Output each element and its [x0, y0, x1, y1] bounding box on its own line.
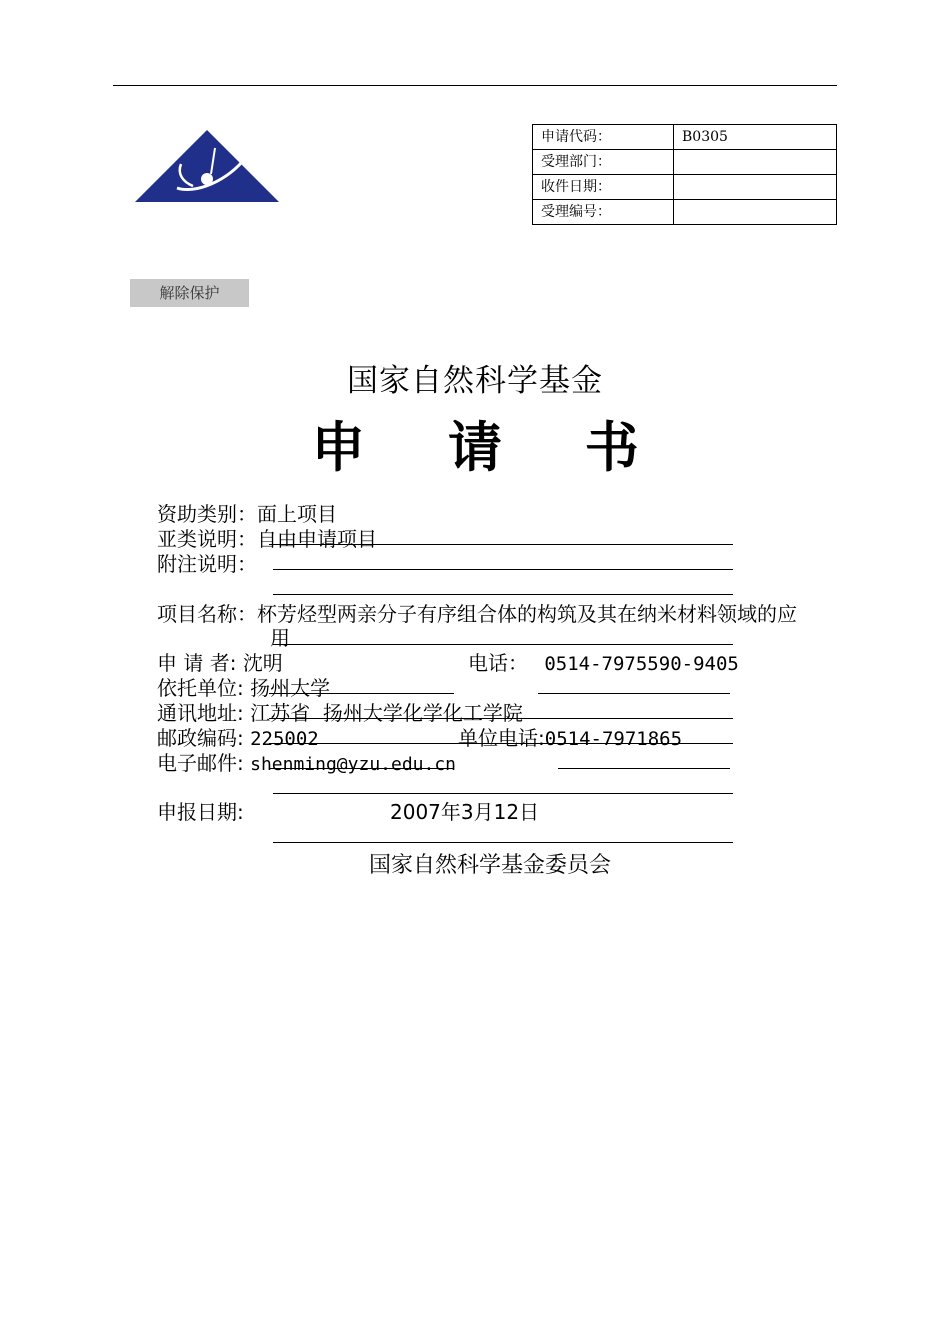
- note-underline-1: [273, 569, 733, 570]
- email-underline-2: [558, 768, 730, 769]
- table-cell-label: 受理编号：: [533, 200, 674, 225]
- postcode-label: 邮政编码:: [157, 726, 244, 750]
- applicant-label: 申 请 者:: [157, 651, 237, 675]
- unprotect-button[interactable]: 解除保护: [130, 279, 249, 307]
- table-cell-value: [674, 200, 837, 225]
- table-cell-label: 受理部门：: [533, 150, 674, 175]
- institution-row: [157, 676, 330, 700]
- email-row: [157, 751, 456, 777]
- nsfc-logo-icon: [135, 130, 279, 204]
- project-name-value-2: 用: [270, 626, 290, 650]
- table-row: [533, 150, 837, 175]
- date-underline: [273, 842, 733, 843]
- date-value-row: [390, 800, 539, 824]
- project-name-row: [157, 602, 797, 626]
- funding-type-value: 面上项目: [257, 502, 337, 526]
- email-value: shenming@yzu.edu.cn: [250, 754, 457, 775]
- date-value: 2007年3月12日: [390, 800, 540, 824]
- page-title: 国家自然科学基金: [347, 363, 603, 399]
- project-underline: [273, 644, 733, 645]
- unit-phone-label: 单位电话:: [458, 726, 545, 750]
- applicant-value: 沈明: [242, 651, 283, 675]
- table-cell-value: B0305: [674, 125, 837, 150]
- institution-underline: [269, 693, 454, 694]
- project-name-row-2: [270, 626, 290, 650]
- table-cell-value: [674, 150, 837, 175]
- table-cell-value: [674, 175, 837, 200]
- subtype-label: 亚类说明：: [157, 527, 257, 551]
- address-underline: [269, 718, 733, 719]
- phone-value: 0514-7975590-9405: [544, 653, 739, 675]
- note-label: 附注说明：: [157, 552, 257, 576]
- blank-underline: [273, 793, 733, 794]
- department-underline: [538, 693, 730, 694]
- applicant-row: [157, 651, 283, 675]
- phone-row: [468, 651, 739, 676]
- top-rule: [113, 85, 837, 86]
- funding-type-label: 资助类别：: [157, 502, 257, 526]
- table-row: [533, 200, 837, 225]
- note-row: [157, 552, 257, 576]
- page-subtitle: 申 请 书: [311, 416, 671, 479]
- subtype-value: 自由申请项目: [257, 527, 377, 551]
- table-cell-label: 收件日期：: [533, 175, 674, 200]
- table-cell-label: 申请代码：: [533, 125, 674, 150]
- project-name-value: 杯芳烃型两亲分子有序组合体的构筑及其在纳米材料领域的应: [257, 602, 797, 626]
- subtype-row: [157, 527, 377, 551]
- unit-phone-row: [458, 726, 682, 751]
- note-underline-2: [273, 594, 733, 595]
- footer-organization: 国家自然科学基金委员会: [368, 853, 611, 878]
- funding-type-row: [157, 502, 337, 526]
- header-info-table: [532, 124, 837, 225]
- address-value: 江苏省 扬州大学化学化工学院: [250, 701, 523, 725]
- date-label: 申报日期:: [157, 800, 244, 824]
- unit-phone-value: 0514-7971865: [544, 728, 683, 750]
- postcode-row: [157, 726, 319, 751]
- address-label: 通讯地址:: [157, 701, 244, 725]
- email-underline: [269, 768, 454, 769]
- institution-value: 扬州大学: [250, 676, 331, 700]
- address-row: [157, 701, 523, 725]
- institution-label: 依托单位:: [157, 676, 244, 700]
- postcode-value: 225002: [250, 728, 319, 750]
- postcode-underline: [269, 743, 733, 744]
- subtype-underline: [269, 544, 733, 545]
- date-row: [157, 800, 244, 824]
- table-row: [533, 175, 837, 200]
- table-row: [533, 125, 837, 150]
- phone-label: 电话：: [468, 651, 528, 675]
- project-name-label: 项目名称：: [157, 602, 257, 626]
- email-label: 电子邮件:: [157, 751, 244, 775]
